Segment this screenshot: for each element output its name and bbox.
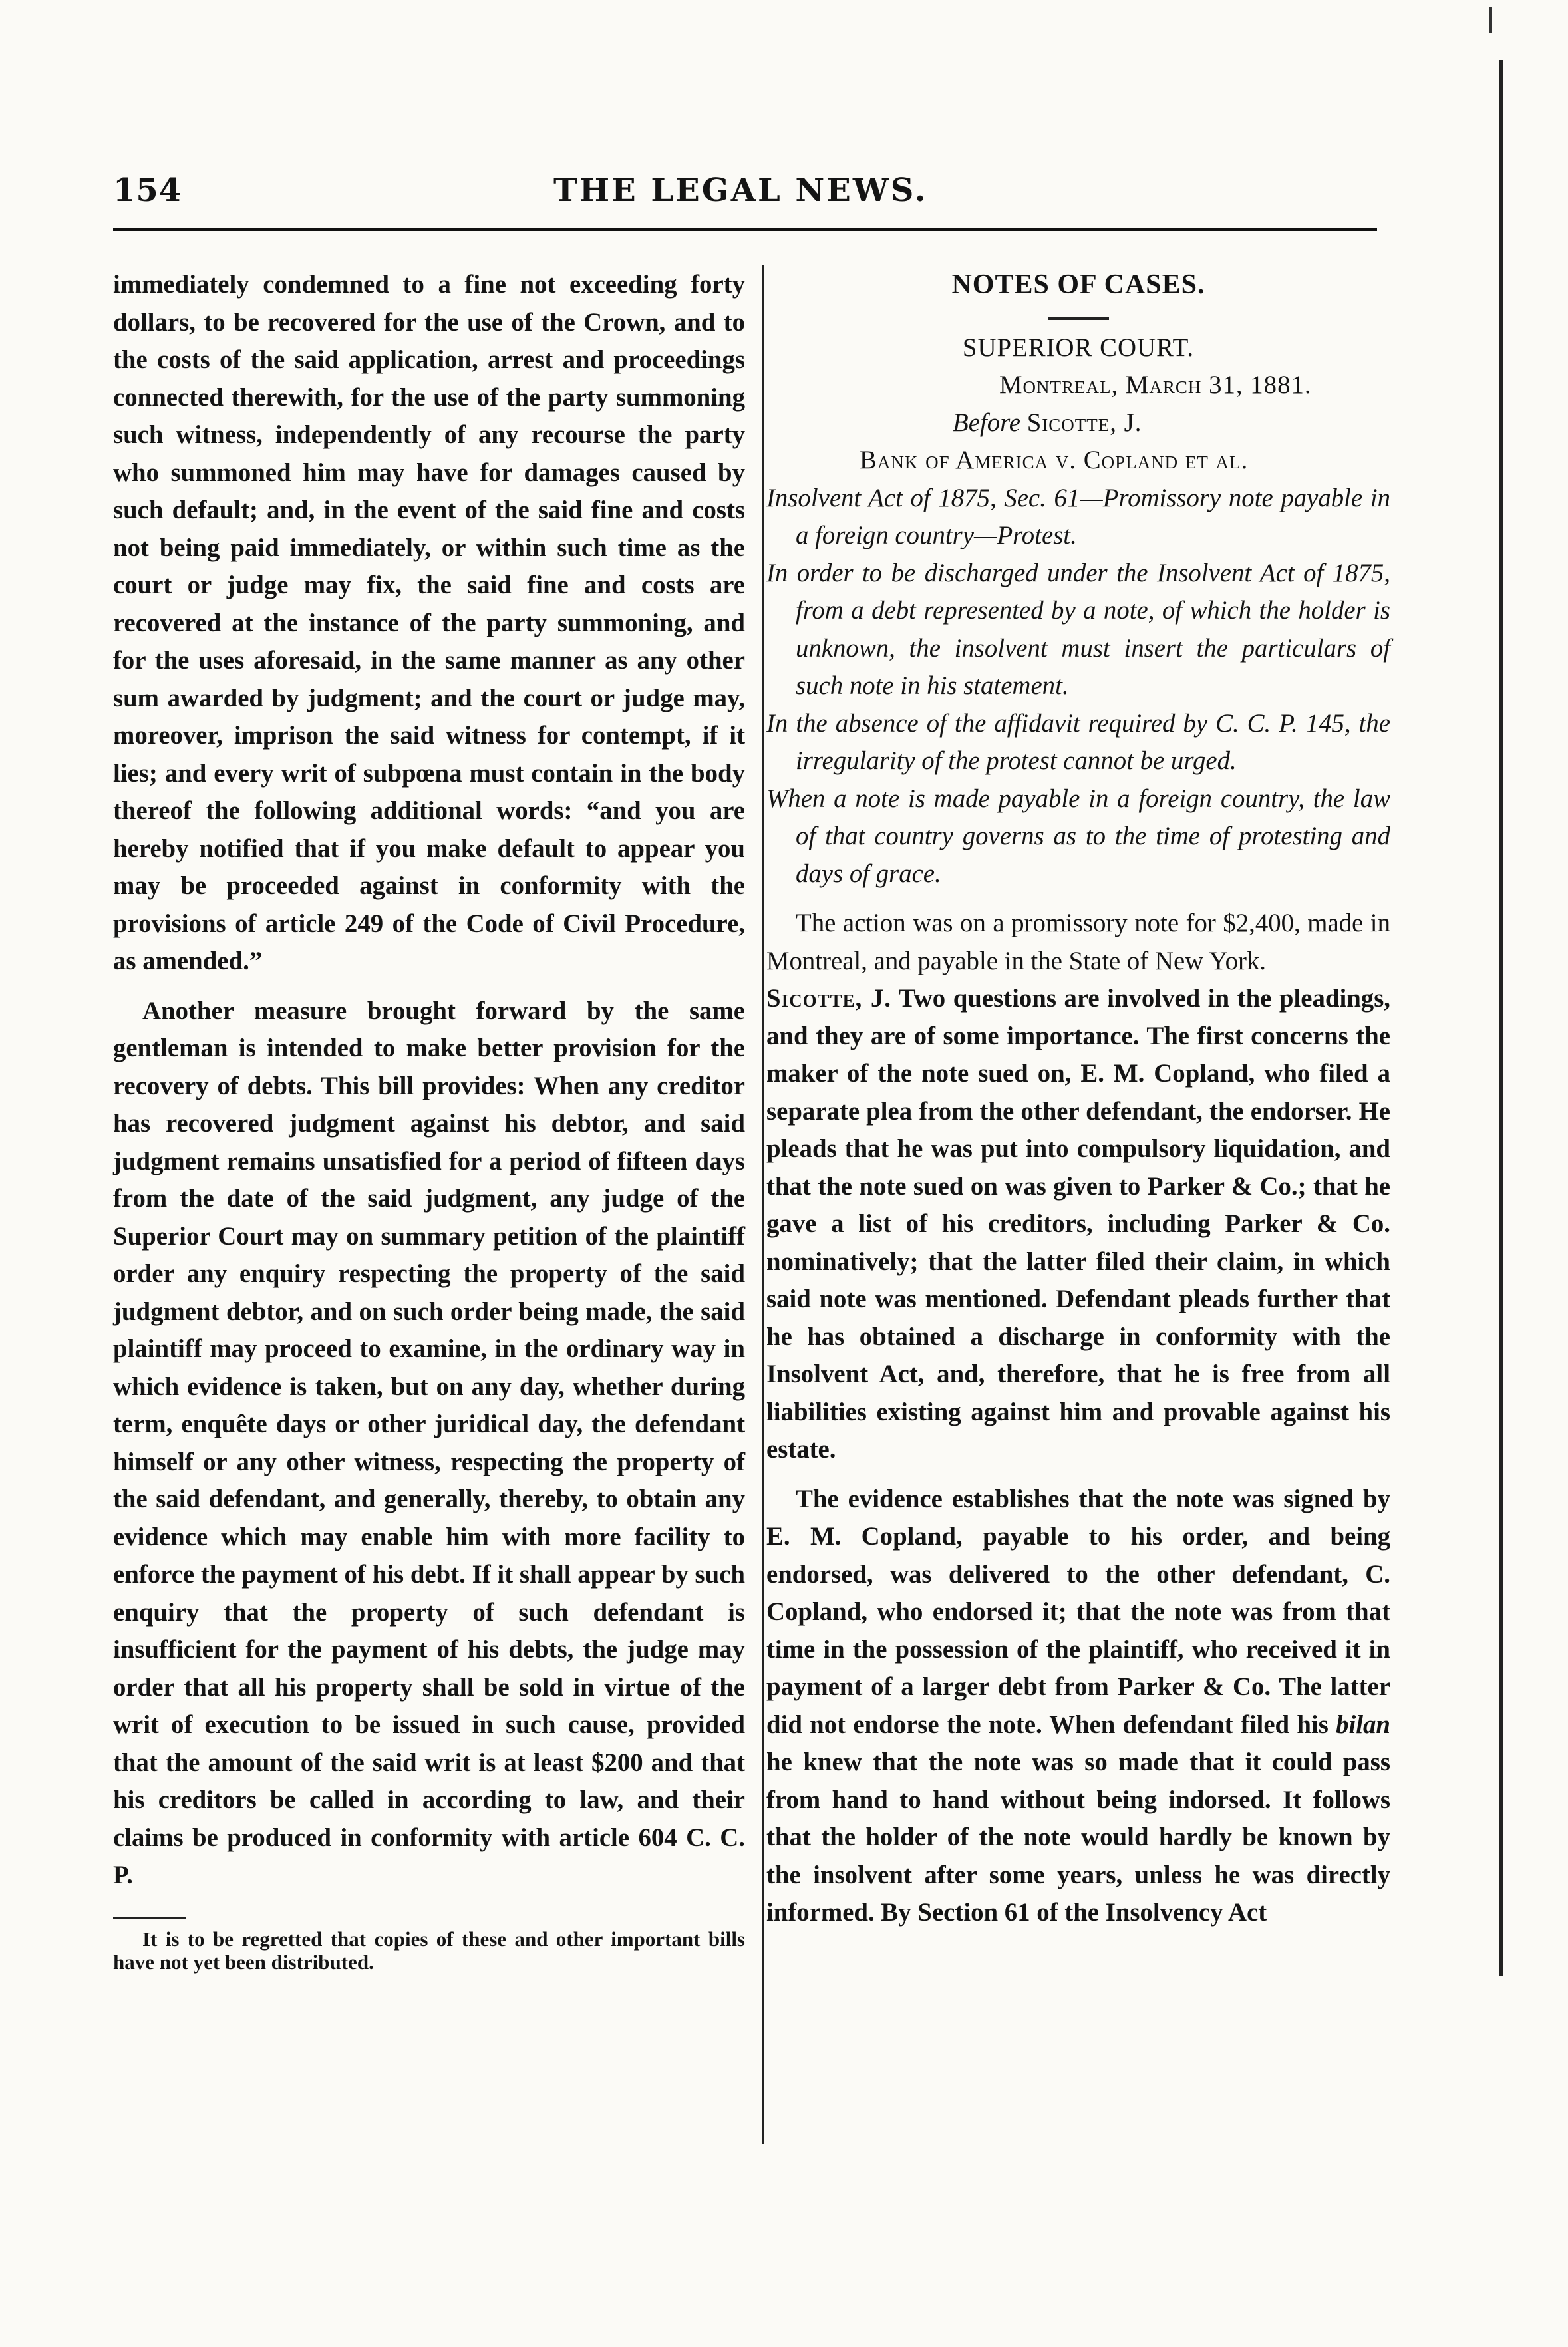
headnote: Insolvent Act of 1875, Sec. 61—Promissory note payable in a foreign country—Protest. [766, 483, 1390, 549]
action-paragraph: The action was on a promissory note for $2,400, made in Montreal, and payable in the State of New York. [766, 909, 1390, 975]
right-column [766, 266, 1390, 1932]
judgment-text: Two questions are involved in the pleadings, and they are of some importance. The first concerns the maker of the note sued on, E. M. Copland, who filed a separate plea from the other defendant, the endorser. He pleads that he was put into compulsory liquidation, and that the note sued on was given to Parker & Co.; that he gave a list of his creditors, including Parker & Co. nominatively; that the latter filed their claim, in which said note was mentioned. Defendant pleads further that he has obtained a discharge in conformity with the Insolvent Act, and, therefore, that he is free from all liabilities existing against him and provable against his estate. [766, 984, 1391, 1464]
evidence-text-start: The evidence establishes that the note was signed by E. M. Copland, payable to his order, and being endorsed, was delivered to the other defendant, C. Copland, who endorsed it; that the note was from that time in the possession of the plaintiff, who received it in payment of a larger debt from Parker & Co. The latter did not endorse the note. When defendant filed his [766, 1484, 1390, 1739]
case-date: Montreal, March 31, 1881. [999, 371, 1312, 399]
running-title: THE LEGAL NEWS. [553, 172, 928, 209]
judge-prefix: Before [953, 408, 1020, 437]
left-column [113, 266, 745, 1974]
evidence-text-end: he knew that the note was so made that it could pass from hand to hand without being indorsed. It follows that the holder of the note would hardly be known by the insolvent after some years, unless he was directly informed. By Section 61 of the Insolvency Act [766, 1748, 1390, 1927]
headnote: In order to be discharged under the Insolvent Act of 1875, from a debt represented by a note, of which the holder is unknown, the insolvent must insert the particulars of such note in his statement. [766, 558, 1390, 700]
left-paragraph-2: Another measure brought forward by the same gentleman is intended to make better provision for the recovery of debts. This bill provides: When any creditor has recovered judgment against his debtor, and said judgment remains unsatisfied for a period of fifteen days from the date of the said judgment, any judge of the Superior Court may on summary petition of the plaintiff order any enquiry respecting the property of the said judgment debtor, and on such order being made, the said plaintiff may proceed to examine, in the ordinary way in which evidence is taken, but on any day, whether during term, enquête days or other juridical day, the defendant himself or any other witness, respecting the property of the said defendant, and generally, thereby, to obtain any evidence which may enable him with more facility to enforce the payment of his debt. If it shall appear by such enquiry that the property of such defendant is insufficient for the payment of his debts, the judge may order that all his property shall be sold in virtue of the writ of execution to be issued in such cause, provided that the amount of the said writ is at least $200 and that his creditors be called in according to law, and their claims be produced in conformity with article 604 C. C. P. [113, 996, 745, 1889]
page-edge-rule [1499, 60, 1503, 1976]
page-edge-mark [1489, 7, 1492, 33]
judgment-paragraph [766, 980, 1390, 1469]
judgment-speaker: Sicotte, J. [766, 984, 891, 1013]
section-title: NOTES OF CASES. [951, 269, 1205, 300]
case-judge [766, 404, 1390, 442]
left-paragraph-1: immediately condemned to a fine not exceeding forty dollars, to be recovered for the use of the Crown, and to the costs of the said application, arrest and proceedings connected therewith, for the use of the party summoning such witness, independently of any recourse the party who summoned him may have for damages caused by such default; and, in the event of the said fine and costs not being paid immediately, or within such time as the court or judge may fix, the said fine and costs are recovered at the instance of the party summoning, and for the uses aforesaid, in the same manner as any other sum awarded by judgment; and the court or judge may, moreover, imprison the said witness for contempt, if it lies; and every writ of subpœna must contain in the body thereof the following additional words: “and you are hereby notified that if you make default to appear you may be proceeded against in conformity with the provisions of article 249 of the Code of Civil Procedure, as amended.” [113, 270, 745, 975]
evidence-italic-word: bilan [1336, 1710, 1390, 1739]
column-divider [762, 265, 764, 2144]
evidence-paragraph [766, 1481, 1390, 1932]
page-number: 154 [113, 172, 182, 209]
headnote: When a note is made payable in a foreign country, the law of that country governs as to the time of protesting and days of grace. [766, 784, 1390, 888]
headnote: In the absence of the affidavit required by C. C. P. 145, the irregularity of the protest cannot be urged. [766, 708, 1390, 775]
court-name: SUPERIOR COURT. [962, 333, 1195, 362]
header-rule [113, 228, 1377, 231]
judge-name: Sicotte, J. [1026, 408, 1142, 437]
case-name: Bank of America v. Copland et al. [860, 446, 1249, 474]
footnote: It is to be regretted that copies of these and other important bills have not yet been distributed. [113, 1927, 745, 1974]
section-rule [1048, 317, 1109, 320]
footnote-rule [113, 1917, 186, 1919]
